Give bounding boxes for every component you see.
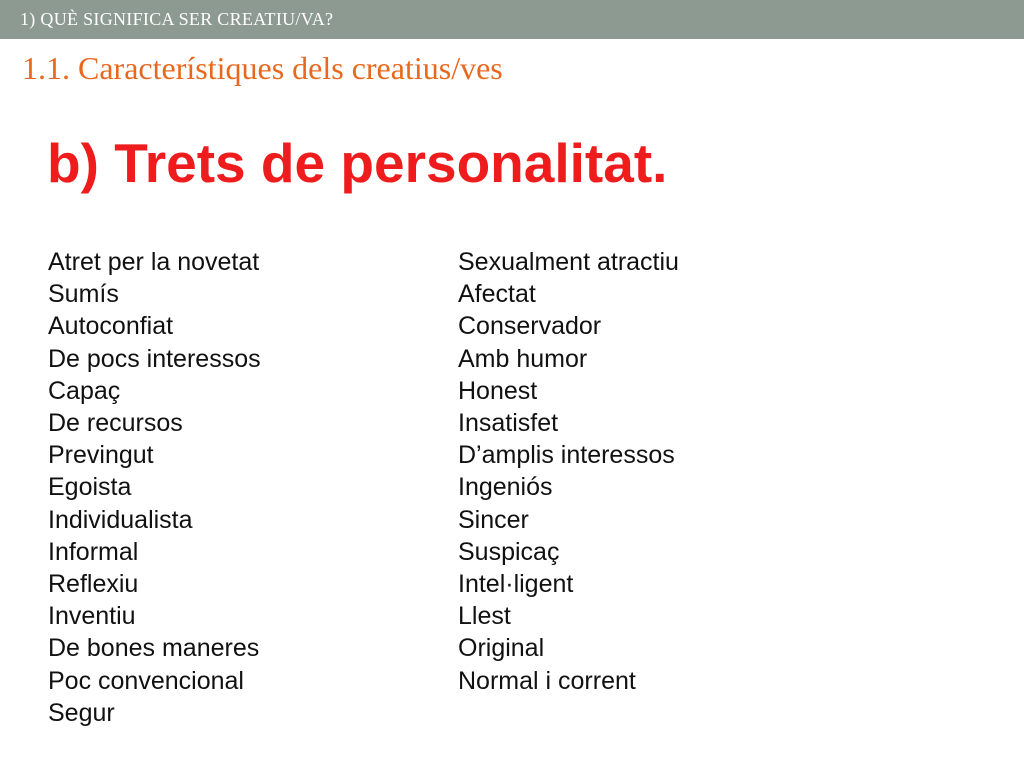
trait-item: Autoconfiat: [48, 312, 174, 341]
section-label: 1) QUÈ SIGNIFICA SER CREATIU/VA?: [20, 9, 334, 29]
traits-left-column: [48, 246, 261, 729]
slide-subtitle: 1.1. Característiques dels creatius/ves: [22, 50, 503, 86]
slide-title: b) Trets de personalitat.: [47, 132, 668, 194]
trait-item: Previngut: [48, 441, 154, 470]
header-bar: [0, 0, 1024, 39]
trait-item: Amb humor: [458, 344, 588, 373]
trait-item: De recursos: [48, 409, 183, 438]
trait-item: Segur: [48, 698, 115, 727]
trait-item: Reflexiu: [48, 570, 139, 599]
trait-item: Sexualment atractiu: [458, 248, 679, 276]
trait-item: Informal: [48, 537, 139, 566]
trait-item: D’amplis interessos: [458, 441, 675, 470]
trait-item: Afectat: [458, 280, 536, 309]
trait-item: Insatisfet: [458, 409, 559, 438]
trait-item: Inventiu: [48, 602, 136, 631]
trait-item: Llest: [458, 602, 511, 631]
trait-item: De pocs interessos: [48, 344, 261, 373]
trait-item: De bones maneres: [48, 634, 260, 663]
trait-item: Honest: [458, 376, 538, 405]
trait-item: Egoista: [48, 473, 132, 502]
trait-item: Normal i corrent: [458, 666, 636, 695]
trait-item: Original: [458, 634, 545, 663]
trait-item: Ingeniós: [458, 473, 553, 502]
trait-item: Poc convencional: [48, 666, 244, 695]
trait-item: Capaç: [48, 376, 121, 405]
trait-item: Sumís: [48, 280, 119, 309]
trait-item: Suspicaç: [458, 537, 560, 566]
trait-item: Conservador: [458, 312, 602, 341]
trait-item: Individualista: [48, 505, 193, 534]
traits-right-column: [458, 246, 679, 697]
trait-item: Sincer: [458, 505, 529, 534]
trait-item: Intel·ligent: [458, 570, 574, 599]
trait-item: Atret per la novetat: [48, 248, 260, 276]
